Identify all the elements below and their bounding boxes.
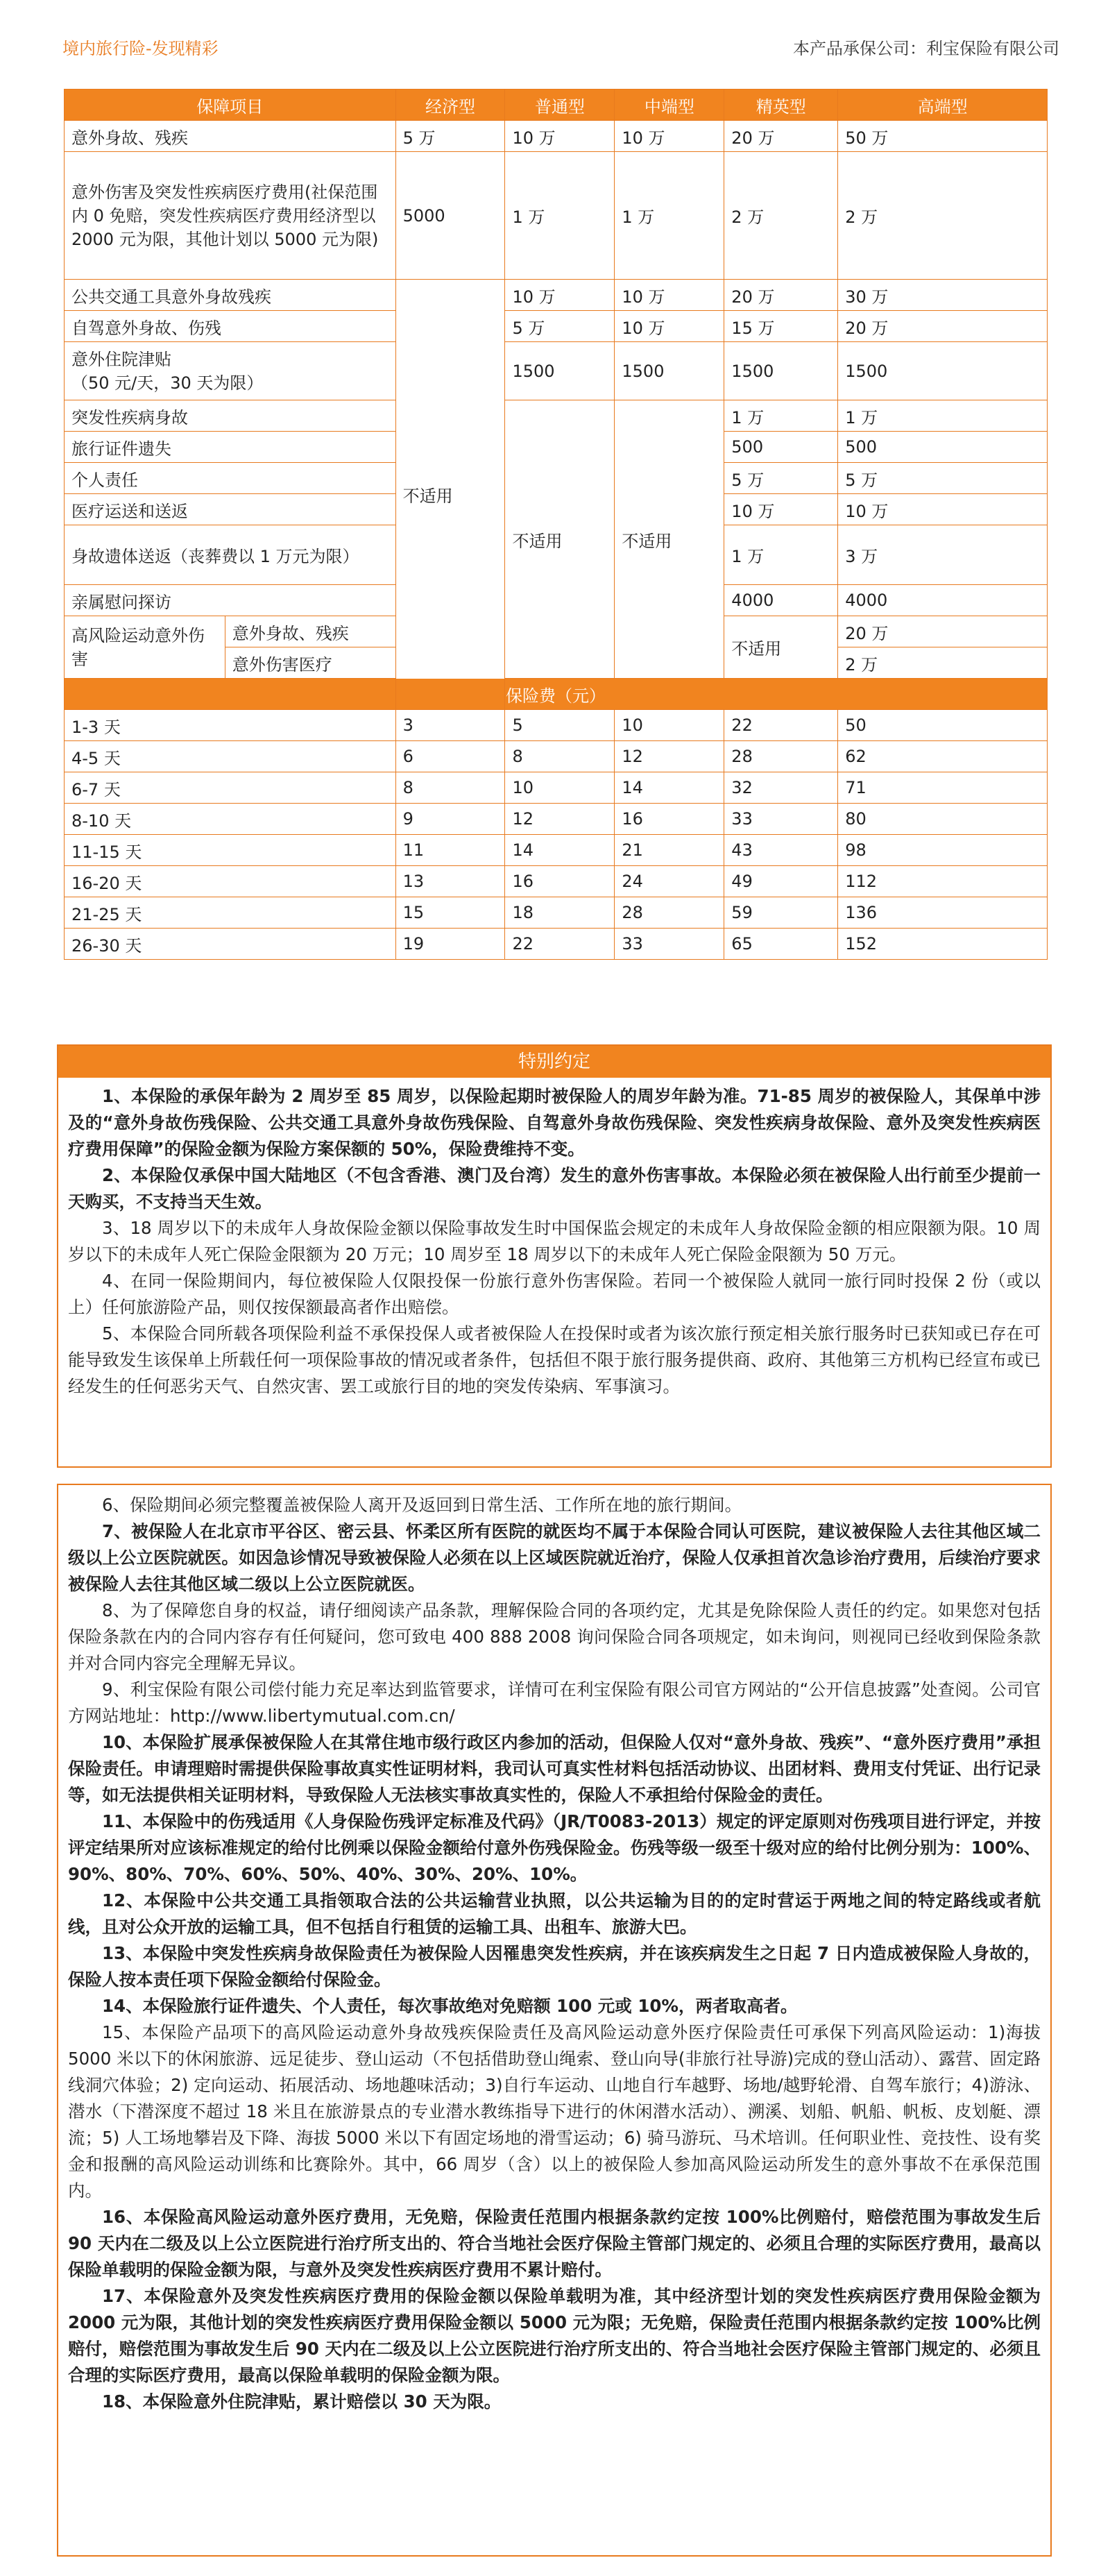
special-terms-title: 特别约定 (58, 1046, 1050, 1078)
premium-cell: 62 (838, 741, 1048, 772)
premium-cell: 152 (838, 929, 1048, 960)
premium-cell: 98 (838, 835, 1048, 866)
cell: 5 万 (395, 121, 505, 152)
cell: 1500 (838, 342, 1048, 400)
cell: 20 万 (838, 311, 1048, 342)
premium-cell: 24 (615, 866, 724, 897)
premium-cell: 3 (395, 710, 505, 741)
row-label: 意外伤害及突发性疾病医疗费用(社保范围内 0 免赔，突发性疾病医疗费用经济型以 2000 元为限，其他计划以 5000 元为限) (65, 152, 396, 280)
cell: 5 万 (724, 463, 838, 494)
row-label: 高风险运动意外伤害 (65, 616, 225, 679)
premium-cell: 13 (395, 866, 505, 897)
term-paragraph: 6、保险期间必须完整覆盖被保险人离开及返回到日常生活、工作所在地的旅行期间。 (102, 1495, 742, 1515)
premium-days: 1-3 天 (65, 710, 396, 741)
premium-cell: 21 (615, 835, 724, 866)
not-applicable-cell: 不适用 (724, 616, 838, 679)
table-header-row (65, 90, 1048, 121)
row-sublabel: 意外伤害医疗 (225, 647, 395, 679)
cell: 50 万 (838, 121, 1048, 152)
cell: 1 万 (838, 400, 1048, 432)
cell: 1 万 (724, 400, 838, 432)
cell: 20 万 (724, 280, 838, 311)
cell: 30 万 (838, 280, 1048, 311)
row-label-line: （50 元/天，30 天为限） (71, 373, 264, 393)
table-row (65, 311, 1048, 342)
cell: 1500 (505, 342, 615, 400)
premium-cell: 16 (505, 866, 615, 897)
table-row (65, 121, 1048, 152)
table-row (65, 342, 1048, 400)
premium-cell: 12 (615, 741, 724, 772)
cell: 4000 (724, 585, 838, 616)
premium-cell: 11 (395, 835, 505, 866)
row-label: 医疗运送和送返 (65, 494, 396, 525)
row-label-line: 意外住院津贴 (71, 349, 171, 369)
cell: 1500 (615, 342, 724, 400)
premium-cell: 28 (615, 897, 724, 929)
premium-row (65, 741, 1048, 772)
row-label: 自驾意外身故、伤残 (65, 311, 396, 342)
product-title: 境内旅行险-发现精彩 (62, 39, 219, 58)
premium-cell: 16 (615, 804, 724, 835)
term-paragraph: 5、本保险合同所载各项保险利益不承保投保人或者被保险人在投保时或者为该次旅行预定相关旅行服务时已获知或已存在可能导致发生该保单上所载任何一项保险事故的情况或者条件，包括但不限于旅行服务提供商、政府、其他第三方机构已经宣布或已经发生的任何恶劣天气、自然灾害、罢工或旅行目的地的突发传染病、军事演习。 (68, 1323, 1041, 1396)
not-applicable-cell: 不适用 (615, 400, 724, 679)
cell: 10 万 (615, 280, 724, 311)
cell: 10 万 (724, 494, 838, 525)
premium-cell: 8 (505, 741, 615, 772)
term-paragraph: 14、本保险旅行证件遗失、个人责任，每次事故绝对免赔额 100 元或 10%，两者取高者。 (102, 1996, 798, 2016)
row-label: 公共交通工具意外身故残疾 (65, 280, 396, 311)
underwriter-text: 本产品承保公司：利宝保险有限公司 (793, 39, 1059, 58)
premium-cell: 22 (724, 710, 838, 741)
column-header: 普通型 (505, 90, 615, 121)
cell: 1 万 (615, 152, 724, 280)
cell: 5000 (395, 152, 505, 280)
cell: 10 万 (838, 494, 1048, 525)
premium-row (65, 772, 1048, 804)
cell: 4000 (838, 585, 1048, 616)
cell: 10 万 (505, 121, 615, 152)
premium-cell: 14 (505, 835, 615, 866)
column-header: 精英型 (724, 90, 838, 121)
premium-cell: 15 (395, 897, 505, 929)
premium-cell: 8 (395, 772, 505, 804)
premium-cell: 71 (838, 772, 1048, 804)
cell: 3 万 (838, 525, 1048, 585)
premium-cell: 65 (724, 929, 838, 960)
cell: 20 万 (838, 616, 1048, 647)
premium-cell: 32 (724, 772, 838, 804)
table-row (65, 280, 1048, 311)
term-paragraph: 1、本保险的承保年龄为 2 周岁至 85 周岁，以保险起期时被保险人的周岁年龄为准。71-85 周岁的被保险人，其保单中涉及的“意外身故伤残保险、公共交通工具意外身故伤残保险、自驾意外身故伤残保险、突发性疾病身故保险、意外及突发性疾病医疗费用保障”的保险金额为保险方案保额的 50%，保险费维持不变。 (68, 1086, 1041, 1159)
premium-row (65, 710, 1048, 741)
cell: 10 万 (615, 121, 724, 152)
premium-cell: 49 (724, 866, 838, 897)
premium-row (65, 929, 1048, 960)
term-paragraph: 9、利宝保险有限公司偿付能力充足率达到监管要求，详情可在利宝保险有限公司官方网站的“公开信息披露”处查阅。公司官方网站地址：http://www.libertymutual.com.cn/ (68, 1679, 1041, 1726)
term-paragraph: 11、本保险中的伤残适用《人身保险伤残评定标准及代码》（JR/T0083-2013）规定的评定原则对伤残项目进行评定，并按评定结果所对应该标准规定的给付比例乘以保险金额给付意外伤残保险金。伤残等级一级至十级对应的给付比例分别为：100%、90%、80%、70%、60%、50%、40%、30%、20%、10%。 (68, 1811, 1041, 1884)
premium-days: 11-15 天 (65, 835, 396, 866)
cell: 2 万 (838, 647, 1048, 679)
premium-row (65, 897, 1048, 929)
premium-cell: 33 (724, 804, 838, 835)
premium-days: 21-25 天 (65, 897, 396, 929)
premium-days: 6-7 天 (65, 772, 396, 804)
premium-cell: 18 (505, 897, 615, 929)
term-paragraph: 3、18 周岁以下的未成年人身故保险金额以保险事故发生时中国保监会规定的未成年人身故保险金额的相应限额为限。10 周岁以下的未成年人死亡保险金限额为 20 万元；10 周岁至 18 周岁以下的未成年人死亡保险金限额为 50 万元。 (68, 1218, 1041, 1264)
cell: 500 (724, 432, 838, 463)
not-applicable-cell: 不适用 (395, 280, 505, 710)
cell: 20 万 (724, 121, 838, 152)
term-paragraph: 10、本保险扩展承保被保险人在其常住地市级行政区内参加的活动，但保险人仅对“意外身故、残疾”、“意外医疗费用”承担保险责任。申请理赔时需提供保险事故真实性证明材料，我司认可真实性材料包括活动协议、出团材料、费用支付凭证、出行记录等，如无法提供相关证明材料，导致保险人无法核实事故真实性的，保险人不承担给付保险金的责任。 (68, 1732, 1041, 1805)
premium-cell: 50 (838, 710, 1048, 741)
premium-title: 保险费（元） (65, 679, 1048, 710)
premium-cell: 59 (724, 897, 838, 929)
premium-header-row (65, 679, 1048, 710)
term-paragraph: 16、本保险高风险运动意外医疗费用，无免赔，保险责任范围内根据条款约定按 100%比例赔付，赔偿范围为事故发生后 90 天内在二级及以上公立医院进行治疗所支出的、符合当地社会医疗保险主管部门规定的、必须且合理的实际医疗费用，最高以保险单载明的保险金额为限，与意外及突发性疾病医疗费用不累计赔付。 (68, 2207, 1041, 2280)
special-terms-box (57, 1044, 1052, 1468)
premium-days: 16-20 天 (65, 866, 396, 897)
cell: 5 万 (505, 311, 615, 342)
premium-days: 26-30 天 (65, 929, 396, 960)
row-label: 身故遗体送返（丧葬费以 1 万元为限） (65, 525, 396, 585)
term-paragraph: 12、本保险中公共交通工具指领取合法的公共运输营业执照，以公共运输为目的的定时营运于两地之间的特定路线或者航线，且对公众开放的运输工具，但不包括自行租赁的运输工具、出租车、旅游大巴。 (68, 1890, 1041, 1937)
term-paragraph: 2、本保险仅承保中国大陆地区（不包含香港、澳门及台湾）发生的意外伤害事故。本保险必须在被保险人出行前至少提前一天购买，不支持当天生效。 (68, 1165, 1041, 1212)
premium-cell: 10 (615, 710, 724, 741)
premium-cell: 14 (615, 772, 724, 804)
premium-cell: 9 (395, 804, 505, 835)
cell: 1500 (724, 342, 838, 400)
premium-days: 8-10 天 (65, 804, 396, 835)
term-paragraph: 8、为了保障您自身的权益，请仔细阅读产品条款，理解保险合同的各项约定，尤其是免除保险人责任的约定。如果您对包括保险条款在内的合同内容存有任何疑问，您可致电 400 888 2008 询问保险合同各项规定，如未询问，则视同已经收到保险条款并对合同内容完全理解无异议。 (68, 1600, 1041, 1673)
premium-cell: 136 (838, 897, 1048, 929)
row-label: 旅行证件遗失 (65, 432, 396, 463)
cell: 1 万 (724, 525, 838, 585)
term-paragraph: 4、在同一保险期间内，每位被保险人仅限投保一份旅行意外伤害保险。若同一个被保险人就同一旅行同时投保 2 份（或以上）任何旅游险产品，则仅按保额最高者作出赔偿。 (68, 1271, 1041, 1317)
row-label: 突发性疾病身故 (65, 400, 396, 432)
premium-cell: 33 (615, 929, 724, 960)
page-header (0, 21, 1101, 62)
term-paragraph: 7、被保险人在北京市平谷区、密云县、怀柔区所有医院的就医均不属于本保险合同认可医院，建议被保险人去往其他区域二级以上公立医院就医。如因急诊情况导致被保险人必须在以上区域医院就近治疗，保险人仅承担首次急诊治疗费用，后续治疗要求被保险人去往其他区域二级以上公立医院就医。 (68, 1521, 1041, 1594)
cell: 1 万 (505, 152, 615, 280)
cell: 2 万 (724, 152, 838, 280)
premium-cell: 10 (505, 772, 615, 804)
premium-cell: 12 (505, 804, 615, 835)
row-label: 意外身故、残疾 (65, 121, 396, 152)
cell: 10 万 (615, 311, 724, 342)
premium-cell: 28 (724, 741, 838, 772)
premium-cell: 80 (838, 804, 1048, 835)
cell: 10 万 (505, 280, 615, 311)
premium-cell: 19 (395, 929, 505, 960)
column-header: 高端型 (838, 90, 1048, 121)
cell: 500 (838, 432, 1048, 463)
row-label (65, 342, 396, 400)
premium-row (65, 866, 1048, 897)
premium-cell: 112 (838, 866, 1048, 897)
cell: 15 万 (724, 311, 838, 342)
term-paragraph: 13、本保险中突发性疾病身故保险责任为被保险人因罹患突发性疾病，并在该疾病发生之日起 7 日内造成被保险人身故的，保险人按本责任项下保险金额给付保险金。 (68, 1943, 1041, 1990)
cell: 5 万 (838, 463, 1048, 494)
premium-cell: 5 (505, 710, 615, 741)
column-header: 保障项目 (65, 90, 396, 121)
row-label: 个人责任 (65, 463, 396, 494)
column-header: 中端型 (615, 90, 724, 121)
term-paragraph: 18、本保险意外住院津贴，累计赔偿以 30 天为限。 (102, 2391, 502, 2412)
not-applicable-cell: 不适用 (505, 400, 615, 679)
column-header: 经济型 (395, 90, 505, 121)
cell: 2 万 (838, 152, 1048, 280)
row-sublabel: 意外身故、残疾 (225, 616, 395, 647)
row-label: 亲属慰问探访 (65, 585, 396, 616)
premium-cell: 43 (724, 835, 838, 866)
special-terms-box-continued (57, 1484, 1052, 2557)
table-row (65, 400, 1048, 432)
coverage-table (64, 89, 1048, 960)
premium-cell: 6 (395, 741, 505, 772)
term-paragraph: 17、本保险意外及突发性疾病医疗费用的保险金额以保险单载明为准，其中经济型计划的突发性疾病医疗费用保险金额为 2000 元为限，其他计划的突发性疾病医疗费用保险金额以 5000 元为限；无免赔，保险责任范围内根据条款约定按 100%比例赔付，赔偿范围为事故发生后 90 天内在二级及以上公立医院进行治疗所支出的、符合当地社会医疗保险主管部门规定的、必须且合理的实际医疗费用，最高以保险单载明的保险金额为限。 (68, 2286, 1041, 2385)
premium-cell: 22 (505, 929, 615, 960)
term-paragraph: 15、本保险产品项下的高风险运动意外身故残疾保险责任及高风险运动意外医疗保险责任可承保下列高风险运动：1)海拔 5000 米以下的休闲旅游、远足徒步、登山运动（不包括借助登山绳索、登山向导(非旅行社导游)完成的登山活动）、露营、固定路线洞穴体验；2) 定向运动、拓展活动、场地趣味活动；3)自行车运动、山地自行车越野、场地/越野轮滑、自驾车旅行；4)游泳、潜水（下潜深度不超过 18 米且在旅游景点的专业潜水教练指导下进行的休闲潜水活动）、溯溪、划船、帆船、帆板、皮划艇、漂流；5) 人工场地攀岩及下降、海拔 5000 米以下有固定场地的滑雪运动；6) 骑马游玩、马术培训。任何职业性、竞技性、设有奖金和报酬的高风险运动训练和比赛除外。其中，66 周岁（含）以上的被保险人参加高风险运动所发生的意外事故不在承保范围内。 (68, 2022, 1041, 2201)
table-row (65, 152, 1048, 280)
premium-row (65, 804, 1048, 835)
premium-days: 4-5 天 (65, 741, 396, 772)
premium-row (65, 835, 1048, 866)
